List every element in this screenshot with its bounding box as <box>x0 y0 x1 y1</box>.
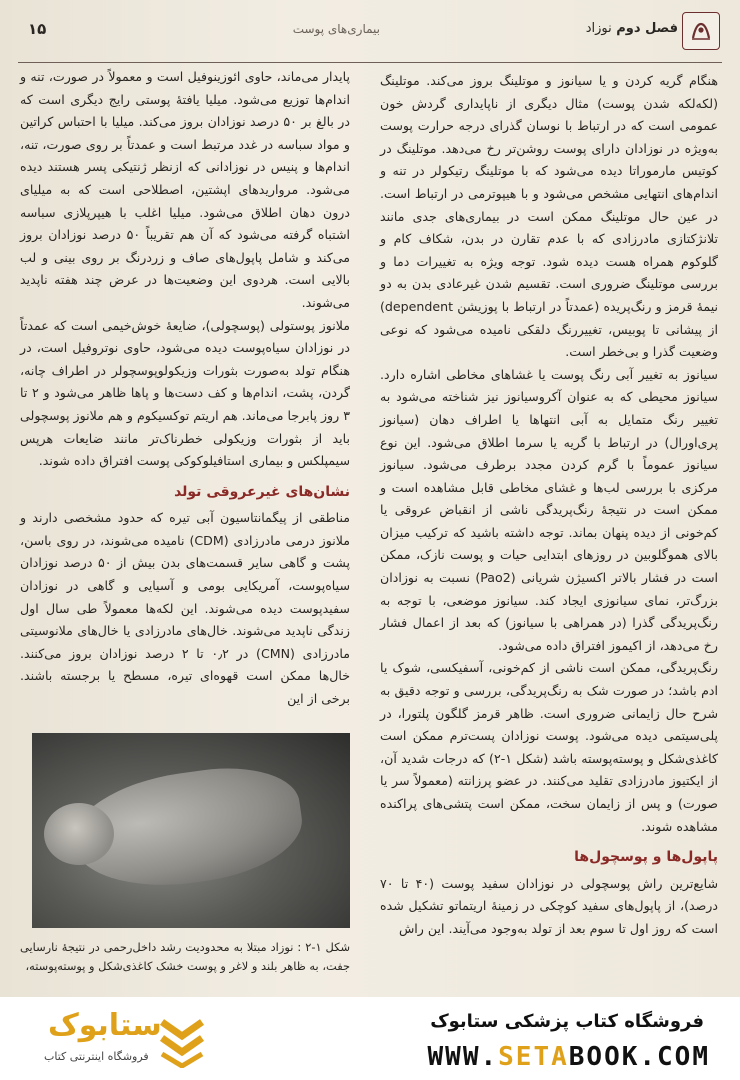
url-prefix: WWW. <box>427 1042 499 1072</box>
section-title-birthmarks: نشان‌های غیرعروقی تولد <box>174 483 350 500</box>
infant-head-shape <box>44 803 114 865</box>
paragraph-pallor: رنگ‌پریدگی، ممکن است ناشی از کم‌خونی، آسفیکسی، شوک یا ادم باشد؛ در صورت شک به رنگ‌پریدگی، بررسی و توجه دقیق به شرح حال زایمانی ضروری است. ظاهر قرمز گلگون پلتورا، در پلی‌سیتمی دیده می‌شود. پوست نوزادان پست‌ترم ممکن است کاغذی‌شکل و پوسته‌پوسته باشد (شکل ۱-۲) که درجات شدید آن، از ایکتیوز مادرزادی تقلید می‌کنند. در عضو پرزانته (معمولاً سر یا صورت) و پس از زایمان سخت، ممکن است پتشی‌های پراکنده مشاهده شوند. <box>380 660 718 834</box>
paragraph-birthmarks: مناطقی از پیگمانتاسیون آبی تیره که حدود مشخصی دارند و ملانوز درمی مادرزادی (CDM) نامیده می‌شوند، در روی باسن، پشت و گاهی سایر قسمت‌های بدن بیش از ۵۰ درصد نوزادان سیاه‌پوست، آمریکایی بومی و آسیایی و گاهی در نوزادان سفیدپوست دیده می‌شوند. این لکه‌ها معمولاً طی سال اول زندگی ناپدید می‌شوند. خال‌های مادرزادی یا خال‌های ملانوسیتی مادرزادی (CMN) در ۰٫۲ تا ۲ درصد نوزادان بروز می‌کنند. خال‌ها ممکن است قهوه‌ای تیره، مسطح یا برجسته باشند. برخی از این <box>20 510 350 707</box>
newborn-photo <box>32 733 350 928</box>
book-title: نوزاد <box>585 21 612 36</box>
chapter-label <box>568 21 678 36</box>
paragraph-cyanosis: سیانوز به تغییر آبی رنگ پوست یا غشاهای مخاطی اشاره دارد. سیانوز محیطی که به عنوان آکروسیانوز نیز شناخته می‌شود به تغییر رنگ متمایل به آبی انتهاها یا اطراف دهان (سیانوز پری‌اورال) در ارتباط با گریه یا سرما اطلاق می‌شود. این نوع سیانوز عموماً با گرم کردن مجدد برطرف می‌شود. سیانوز مرکزی با بررسی لب‌ها و غشای مخاطی قابل مشاهده است و ممکن است در نتیجهٔ رنگ‌پریدگی ناشی از انقباض عروقی یا کم‌خونی از دیده پنهان بماند. توجه داشته باشید که ترکیب میزان بالای هموگلوبین در روزهای ابتدایی حیات و پوست نازک، ممکن است در فشار بالاتر اکسیژن شریانی (Pao2) نسبت به نوزادان بزرگ‌تر، نمای سیانوزی ایجاد کند. سیانوز موضعی، با توجه به رنگ‌پریدگی گذرا (در همراهی با سیانوز) که بعد از اعمال فشار رخ می‌دهد، از اکیموز افتراق داده می‌شود. <box>380 366 718 653</box>
brand-chevron-icon <box>158 1016 206 1068</box>
paragraph-mottling: هنگام گریه کردن و یا سیانوز و موتلینگ بروز می‌کند. موتلینگ (لکه‌لکه شدن پوست) مثال دیگری از ناپایداری گردش خون عمومی است که در ارتباط با نوسان گذرای درجه حرارت پوست به‌ویژه در نوزادان دارای پوست روشن‌تر رخ می‌دهد. موتلینگ در کوتیس مارموراتا دیده می‌شود که با موتلینگ رتیکولر در تنه و اندام‌های انتهایی مشخص می‌شود و با هیپوترمی در ارتباط است. در عین حال موتلینگ ممکن است در بیماری‌های جدی مانند تلانژکتازی مادرزادی که با عدم تقارن در بدن، شکاف کام و گلوکوم همراه هست دیده شود. توجه ویژه به تغییرات دما و بررسی موتلینگ ضروری است. تقسیم شدن غیرعادی بدن به دو نیمهٔ قرمز و رنگ‌پریده (عمدتاً در ارتباط با پوزیشن dependent) از پیشانی تا پوبیس، تغییررنگ دلقکی نامیده می‌شود که نوعی وضعیت گذرا و بی‌خطر است. <box>380 73 718 360</box>
paragraph-papules: شایع‌ترین راش پوسچولی در نوزادان سفید پوست (۴۰ تا ۷۰ درصد)، از پاپول‌های سفید کوچکی در زمینهٔ اریتماتو تشکیل شده است که روز اول تا سوم بعد از تولد به‌وجود می‌آیند. این راش <box>380 875 718 936</box>
brand-logo-word: ستابوک <box>48 1008 162 1043</box>
right-column <box>380 70 718 941</box>
page-number: ۱۵ <box>28 20 47 38</box>
section-title-papules: پاپول‌ها و پوسچول‌ها <box>574 849 718 866</box>
left-column <box>20 66 350 711</box>
publisher-logo-icon <box>682 12 720 50</box>
chapter-title: فصل دوم <box>616 21 678 36</box>
url-suffix: BOOK.COM <box>568 1042 710 1072</box>
figure-caption: شکل ۱-۲ : نوزاد مبتلا به محدودیت رشد داخل‌رحمی در نتیجهٔ نارسایی جفت، به ظاهر بلند و لاغر و پوست خشک کاغذی‌شکل و پوسته‌پوسته، <box>20 940 350 973</box>
paragraph-milia: پایدار می‌ماند، حاوی ائوزینوفیل است و معمولاً در صورت، تنه و اندام‌ها توزیع می‌شود. میلیا یافتهٔ پوستی رایج دیگری است که در بالغ بر ۵۰ درصد نوزادان بروز می‌کند. میلیا با احتباس کراتین و مواد سباسه در غدد مرتبط است و عمدتاً بر روی صورت، تنه، اندام‌ها و پنیس در نوزادانی که ازنظر ژنتیکی پسر هستند دیده می‌شود. مرواریدهای اپشتین، اصطلاحی است که به میلیای درون دهان اطلاق می‌شود. میلیا اغلب با هیپرپلازی سباسه اشتباه گرفته می‌شود که آن هم تقریباً ۵۰ درصد نوزادان بروز می‌کند و شامل پاپول‌های صاف و زردرنگ بر روی بینی و لب بالایی است. هردوی این وضعیت‌ها در عرض چند هفته ناپدید می‌شوند. <box>20 69 350 310</box>
running-title: بیماری‌های پوست <box>292 22 380 36</box>
store-url[interactable] <box>428 1042 710 1072</box>
paragraph-pustular-melanosis: ملانوز پوستولی (پوسچولی)، ضایعهٔ خوش‌خیمی است که عمدتاً در نوزادان سیاه‌پوست دیده می‌شود، حاوی نوتروفیل است، در هنگام تولد به‌صورت بثورات وزیکولوپوسچولر در اطراف چانه، گردن، پشت، اندام‌ها و کف دست‌ها و پاها ظاهر می‌شود و ۲ تا ۳ روز پابرجا می‌ماند. هم اریتم توکسیکوم و هم ملانوز پوسچولی باید از بثورات وزیکولی خطرناک‌تر مانند ضایعات هرپس سیمپلکس و بیماری استافیلوکوکی پوست افتراق داده شوند. <box>20 317 350 469</box>
store-name: فروشگاه کتاب پزشکی ستابوک <box>430 1011 704 1032</box>
brand-tagline: فروشگاه اینترنتی کتاب <box>44 1050 149 1063</box>
url-highlight: SETA <box>498 1042 569 1072</box>
